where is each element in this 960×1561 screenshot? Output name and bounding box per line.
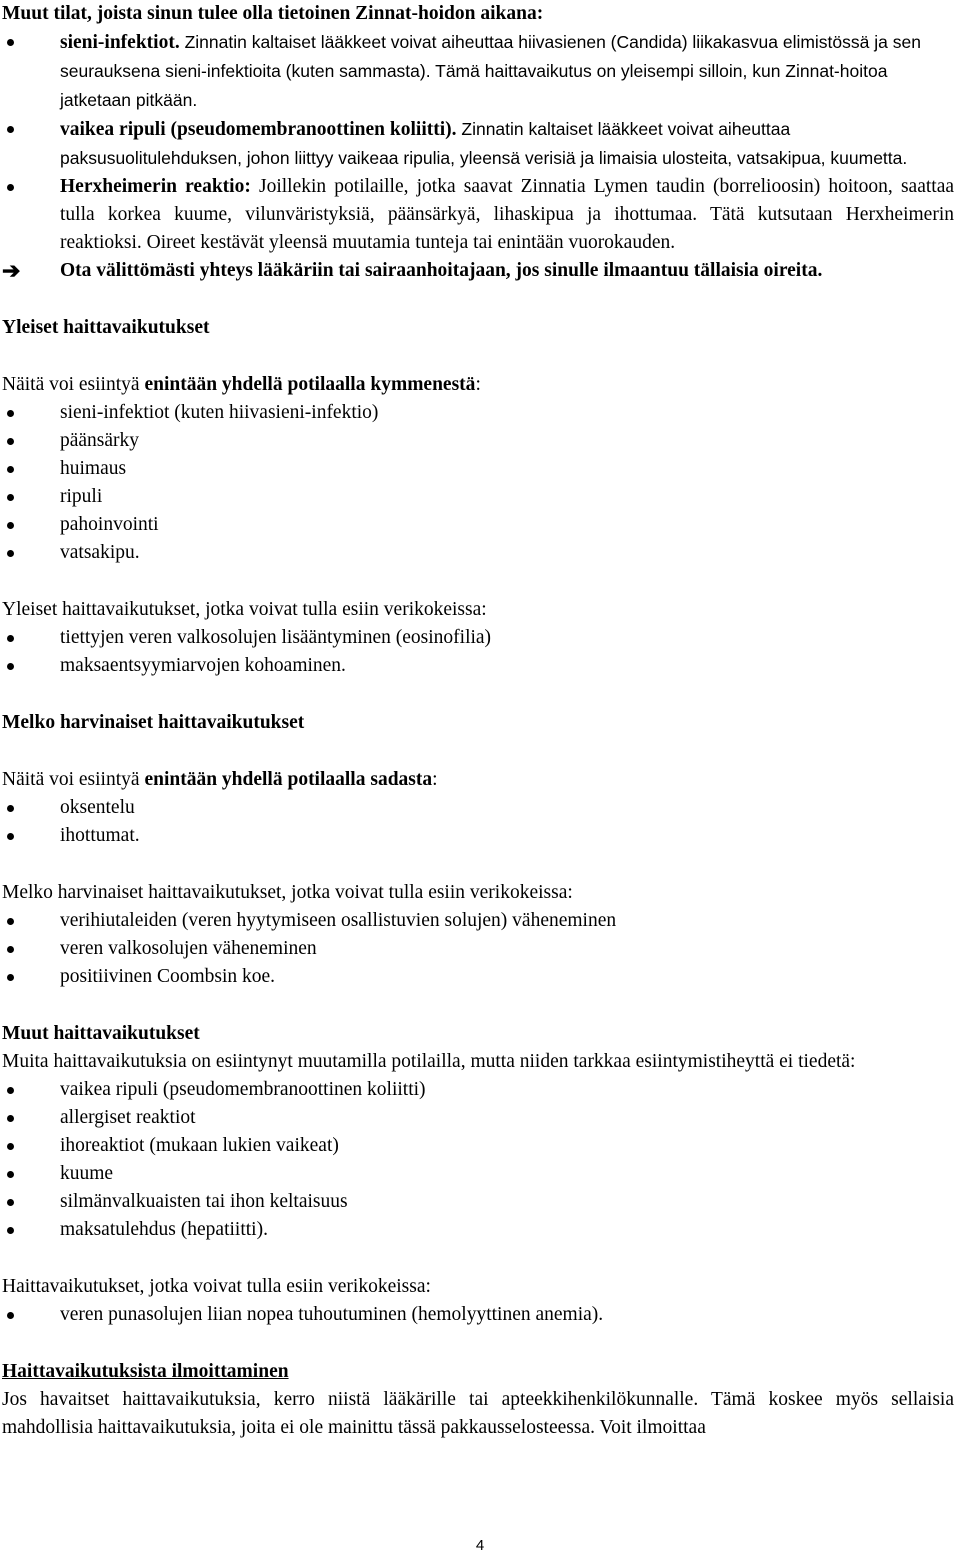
list-item: maksaentsyymiarvojen kohoaminen. bbox=[2, 652, 954, 680]
list-item: vatsakipu. bbox=[2, 539, 954, 567]
section-heading-other: Muut haittavaikutukset bbox=[2, 1023, 200, 1044]
common-list bbox=[2, 399, 954, 567]
conditions-list bbox=[2, 28, 954, 257]
arrow-notice: ➔ Ota välittömästi yhteys lääkäriin tai sairaanhoitajaan, jos sinulle ilmaantuu tällaisia oireita. bbox=[2, 258, 823, 283]
uncommon-blood-intro: Melko harvinaiset haittavaikutukset, jotka voivat tulla esiin verikokeissa: bbox=[2, 882, 573, 903]
list-item: ihoreaktiot (mukaan lukien vaikeat) bbox=[2, 1132, 954, 1160]
list-item: oksentelu bbox=[2, 794, 954, 822]
section-heading-uncommon: Melko harvinaiset haittavaikutukset bbox=[2, 712, 305, 733]
list-item: sieni-infektiot. Zinnatin kaltaiset lääkkeet voivat aiheuttaa hiivasienen (Candida) liikakasvua elimistössä ja sen seurauksena sieni-infektioita (kuten sammasta). Tämä haittavaikutus on yleisempi silloin, kun Zinnat-hoitoa jatketaan pitkään. bbox=[2, 28, 954, 115]
document-page bbox=[2, 0, 954, 1442]
reporting-text: Jos havaitset haittavaikutuksia, kerro niistä lääkärille tai apteekkihenkilökunnalle. Tämä koskee myös sellaisia mahdollisia haittavaikutuksia, joita ei ole mainittu tässä pakkausselosteessa. Voit ilmoittaa bbox=[2, 1389, 954, 1438]
list-item: pahoinvointi bbox=[2, 511, 954, 539]
heading-other-conditions: Muut tilat, joista sinun tulee olla tietoinen Zinnat-hoidon aikana: bbox=[2, 3, 544, 24]
other-intro: Muita haittavaikutuksia on esiintynyt muutamilla potilailla, mutta niiden tarkkaa esiintymistiheyttä ei tiedetä: bbox=[2, 1051, 856, 1072]
arrow-right-icon: ➔ bbox=[2, 258, 21, 283]
other-list bbox=[2, 1076, 954, 1244]
other-blood-list bbox=[2, 1301, 954, 1329]
list-item: allergiset reaktiot bbox=[2, 1104, 954, 1132]
list-item: ihottumat. bbox=[2, 822, 954, 850]
page-number: 4 bbox=[475, 1537, 485, 1554]
list-item: veren valkosolujen väheneminen bbox=[2, 935, 954, 963]
uncommon-list bbox=[2, 794, 954, 850]
list-item: veren punasolujen liian nopea tuhoutuminen (hemolyyttinen anemia). bbox=[2, 1301, 954, 1329]
list-item: ripuli bbox=[2, 483, 954, 511]
list-item: maksatulehdus (hepatiitti). bbox=[2, 1216, 954, 1244]
section-heading-common: Yleiset haittavaikutukset bbox=[2, 317, 210, 338]
common-intro: Näitä voi esiintyä enintään yhdellä potilaalla kymmenestä: bbox=[2, 374, 481, 395]
list-item: vaikea ripuli (pseudomembranoottinen koliitti) bbox=[2, 1076, 954, 1104]
section-heading-reporting: Haittavaikutuksista ilmoittaminen bbox=[2, 1361, 289, 1382]
list-item: silmänvalkuaisten tai ihon keltaisuus bbox=[2, 1188, 954, 1216]
list-item: vaikea ripuli (pseudomembranoottinen koliitti). Zinnatin kaltaiset lääkkeet voivat aiheuttaa paksusuolitulehduksen, johon liittyy vaikeaa ripulia, yleensä verisiä ja limaisia ulosteita, vatsakipua, kuumetta. bbox=[2, 115, 954, 173]
list-item: kuume bbox=[2, 1160, 954, 1188]
common-blood-list bbox=[2, 624, 954, 680]
list-item: Herxheimerin reaktio: Joillekin potilaille, jotka saavat Zinnatia Lymen taudin (borrelioosin) hoitoon, saattaa tulla korkea kuume, vilunväristyksiä, päänsärkyä, lihaskipua ja ihottumaa. Tätä kutsutaan Herxheimerin reaktioksi. Oireet kestävät yleensä muutamia tunteja tai enintään vuorokauden. bbox=[2, 173, 954, 257]
uncommon-intro: Näitä voi esiintyä enintään yhdellä potilaalla sadasta: bbox=[2, 769, 438, 790]
common-blood-intro: Yleiset haittavaikutukset, jotka voivat tulla esiin verikokeissa: bbox=[2, 599, 487, 620]
uncommon-blood-list bbox=[2, 907, 954, 991]
list-item: sieni-infektiot (kuten hiivasieni-infektio) bbox=[2, 399, 954, 427]
list-item: verihiutaleiden (veren hyytymiseen osallistuvien solujen) väheneminen bbox=[2, 907, 954, 935]
list-item: tiettyjen veren valkosolujen lisääntyminen (eosinofilia) bbox=[2, 624, 954, 652]
list-item: positiivinen Coombsin koe. bbox=[2, 963, 954, 991]
other-blood-intro: Haittavaikutukset, jotka voivat tulla esiin verikokeissa: bbox=[2, 1276, 431, 1297]
list-item: päänsärky bbox=[2, 427, 954, 455]
list-item: huimaus bbox=[2, 455, 954, 483]
